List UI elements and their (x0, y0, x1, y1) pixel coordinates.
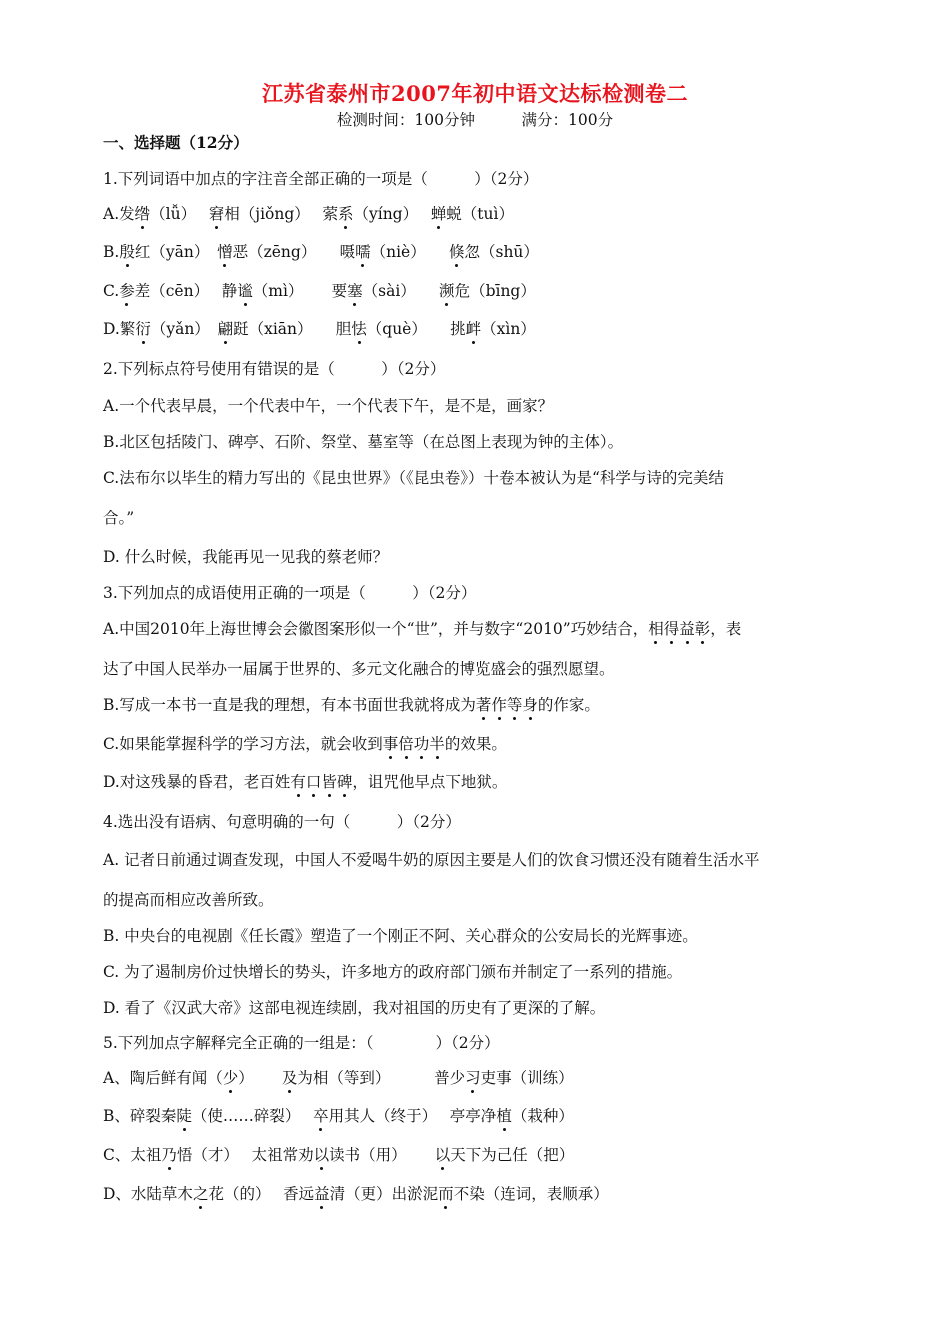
question-2-option-d: D. 什么时候，我能再见一见我的蔡老师？ (103, 548, 389, 566)
section-heading: 一、选择题（12分） (103, 133, 249, 152)
dotted-char: 翩 (217, 320, 234, 338)
text: （sài） (362, 282, 440, 300)
text: 为相（等到） 普少 (297, 1069, 466, 1087)
dotted-char: 得 (663, 620, 680, 638)
question-4-option-c: C. 为了遏制房价过快增长的势头，许多地方的政府部门颁布并制定了一系列的措施。 (103, 963, 683, 981)
dotted-char: 之 (192, 1185, 209, 1203)
question-4-option-a-line2: 的提高而相应改善所致。 (103, 891, 274, 909)
dotted-char: 倏 (448, 243, 465, 261)
dotted-char: 功 (413, 735, 430, 753)
dotted-char: 事 (382, 735, 399, 753)
dotted-idiom (476, 696, 538, 714)
question-1-option-c (103, 281, 536, 301)
text: （niè） (370, 243, 449, 261)
text: C、太祖 (103, 1146, 162, 1164)
dotted-idiom (383, 735, 445, 753)
text: ，表 (710, 620, 742, 638)
text: 吏事（训练） (480, 1069, 574, 1087)
dotted-char: 口 (305, 773, 322, 791)
text: 清（更）出淤泥 (329, 1185, 439, 1203)
question-5-option-b (103, 1106, 574, 1126)
dotted-char: 少 (222, 1069, 239, 1087)
text: 红（yān） (134, 243, 218, 261)
question-2-option-c-line2: 合。” (103, 509, 135, 527)
text: B. (103, 243, 120, 261)
question-3-option-a-line2: 达了中国人民举办一届属于世界的、多元文化融合的博览盛会的强烈愿望。 (103, 660, 615, 678)
dotted-char: 以 (313, 1146, 330, 1164)
dotted-char: 相 (648, 620, 664, 638)
dotted-char: 倍 (398, 735, 414, 753)
text: （mì） 要 (252, 282, 348, 300)
question-5-stem: 5.下列加点字解释完全正确的一组是：（ ）（2分） (103, 1034, 500, 1052)
dotted-char: 习 (465, 1069, 481, 1087)
dotted-char: 陡 (176, 1107, 192, 1125)
text: A.中国2010年上海世博会会徽图案形似一个“世”，并与数字“2010”巧妙结合， (103, 620, 649, 638)
dotted-char: 乃 (161, 1146, 177, 1164)
question-2-option-a: A.一个代表早晨，一个代表中午，一个代表下午，是不是，画家？ (103, 397, 554, 415)
dotted-char: 谧 (237, 282, 253, 300)
dotted-char: 彰 (694, 620, 711, 638)
text: （yíng） (353, 205, 431, 223)
text: 危（bīng） (454, 282, 536, 300)
dotted-idiom (648, 620, 710, 638)
text: 恶（zēng） 嗫 (232, 243, 356, 261)
text: ，诅咒他早点下地狱。 (352, 773, 508, 791)
dotted-char: 怯 (351, 320, 367, 338)
question-3-option-c (103, 734, 507, 754)
dotted-char: 碑 (336, 773, 353, 791)
question-5-option-a (103, 1068, 574, 1088)
question-5-option-c (103, 1145, 574, 1165)
question-1-option-b (103, 242, 539, 262)
dotted-char: 著 (475, 696, 492, 714)
text: D.繁 (103, 320, 136, 338)
text: ） (238, 1069, 282, 1087)
dotted-char: 濒 (439, 282, 455, 300)
text: 悟（才） 太祖常劝 (176, 1146, 314, 1164)
dotted-char: 憎 (217, 243, 233, 261)
text: 忽（shū） (464, 243, 539, 261)
dotted-char: 皆 (321, 773, 337, 791)
dotted-char: 益 (314, 1185, 330, 1203)
dotted-char: 以 (434, 1146, 451, 1164)
text: D.对这残暴的昏君，老百姓 (103, 773, 291, 791)
question-1-option-a (103, 204, 514, 224)
dotted-char: 及 (281, 1069, 298, 1087)
question-3-option-a-line1 (103, 619, 741, 639)
text: C.如果能掌握科学的学习方法，就会收到 (103, 735, 383, 753)
dotted-char: 半 (429, 735, 445, 753)
text: 读书（用） (329, 1146, 435, 1164)
dotted-char: 卒 (313, 1107, 329, 1125)
text: 不染（连词，表顺承） (453, 1185, 609, 1203)
document-title: 江苏省泰州市2007年初中语文达标检测卷二 (262, 81, 688, 106)
dotted-char: 系 (337, 205, 354, 223)
text: 差（cēn） 静 (134, 282, 238, 300)
dotted-char: 益 (679, 620, 695, 638)
dotted-char: 参 (119, 282, 135, 300)
text: （yǎn） (150, 320, 218, 338)
dotted-char: 嚅 (355, 243, 371, 261)
dotted-char: 窘 (208, 205, 225, 223)
question-2-option-b: B.北区包括陵门、碑亭、石阶、祭堂、墓室等（在总图上表现为钟的主体）。 (103, 433, 624, 451)
question-2-stem: 2.下列标点符号使用有错误的是（ ）（2分） (103, 360, 446, 378)
exam-info: 检测时间：100分钟 满分：100分 (336, 111, 614, 129)
text: 花（的） 香远 (208, 1185, 315, 1203)
dotted-char: 等 (506, 696, 523, 714)
dotted-char: 塞 (347, 282, 363, 300)
dotted-idiom (290, 773, 352, 791)
text: A.发 (103, 205, 135, 223)
text: 的效果。 (444, 735, 507, 753)
dotted-char: 作 (491, 696, 507, 714)
dotted-char: 植 (496, 1107, 512, 1125)
dotted-char: 衅 (465, 320, 482, 338)
text: 天下为己任（把） (450, 1146, 575, 1164)
text: B.写成一本书一直是我的理想，有本书面世我就将成为 (103, 696, 476, 714)
text: B、碎裂秦 (103, 1107, 177, 1125)
question-1-option-d (103, 319, 536, 339)
question-3-stem: 3.下列加点的成语使用正确的一项是（ ）（2分） (103, 584, 477, 602)
text: （xìn） (481, 320, 536, 338)
text: 相（jiǒng） 萦 (224, 205, 338, 223)
text: （栽种） (511, 1107, 574, 1125)
text: A、陶后鲜有闻（ (103, 1069, 223, 1087)
text: 蜕（tuì） (446, 205, 514, 223)
question-1-stem: 1.下列词语中加点的字注音全部正确的一项是（ ）（2分） (103, 170, 539, 188)
text: 用其人（终于） 亭亭净 (328, 1107, 497, 1125)
question-3-option-d (103, 772, 507, 792)
text: 跹（xiān） 胆 (233, 320, 352, 338)
text: （lǚ） (150, 205, 209, 223)
question-2-option-c-line1: C.法布尔以毕生的精力写出的《昆虫世界》（《昆虫卷》）十卷本被认为是“科学与诗的完美结 (103, 469, 724, 487)
question-4-option-d: D. 看了《汉武大帝》这部电视连续剧，我对祖国的历史有了更深的了解。 (103, 999, 606, 1017)
dotted-char: 有 (290, 773, 306, 791)
text: 的作家。 (537, 696, 600, 714)
question-4-option-a-line1: A. 记者日前通过调查发现，中国人不爱喝牛奶的原因主要是人们的饮食习惯还没有随着生活水平 (103, 851, 760, 869)
dotted-char: 蝉 (430, 205, 447, 223)
dotted-char: 而 (438, 1185, 454, 1203)
question-4-option-b: B. 中央台的电视剧《任长霞》塑造了一个刚正不阿、关心群众的公安局长的光辉事迹。 (103, 927, 698, 945)
dotted-char: 身 (522, 696, 538, 714)
text: （使……碎裂） (191, 1107, 314, 1125)
dotted-char: 衍 (135, 320, 151, 338)
text: C. (103, 282, 120, 300)
dotted-char: 殷 (119, 243, 135, 261)
text: D、水陆草木 (103, 1185, 193, 1203)
dotted-char: 绺 (134, 205, 151, 223)
text: （què） 挑 (366, 320, 466, 338)
question-4-stem: 4.选出没有语病、句意明确的一句（ ）（2分） (103, 813, 461, 831)
question-3-option-b (103, 695, 600, 715)
question-5-option-d (103, 1184, 609, 1204)
